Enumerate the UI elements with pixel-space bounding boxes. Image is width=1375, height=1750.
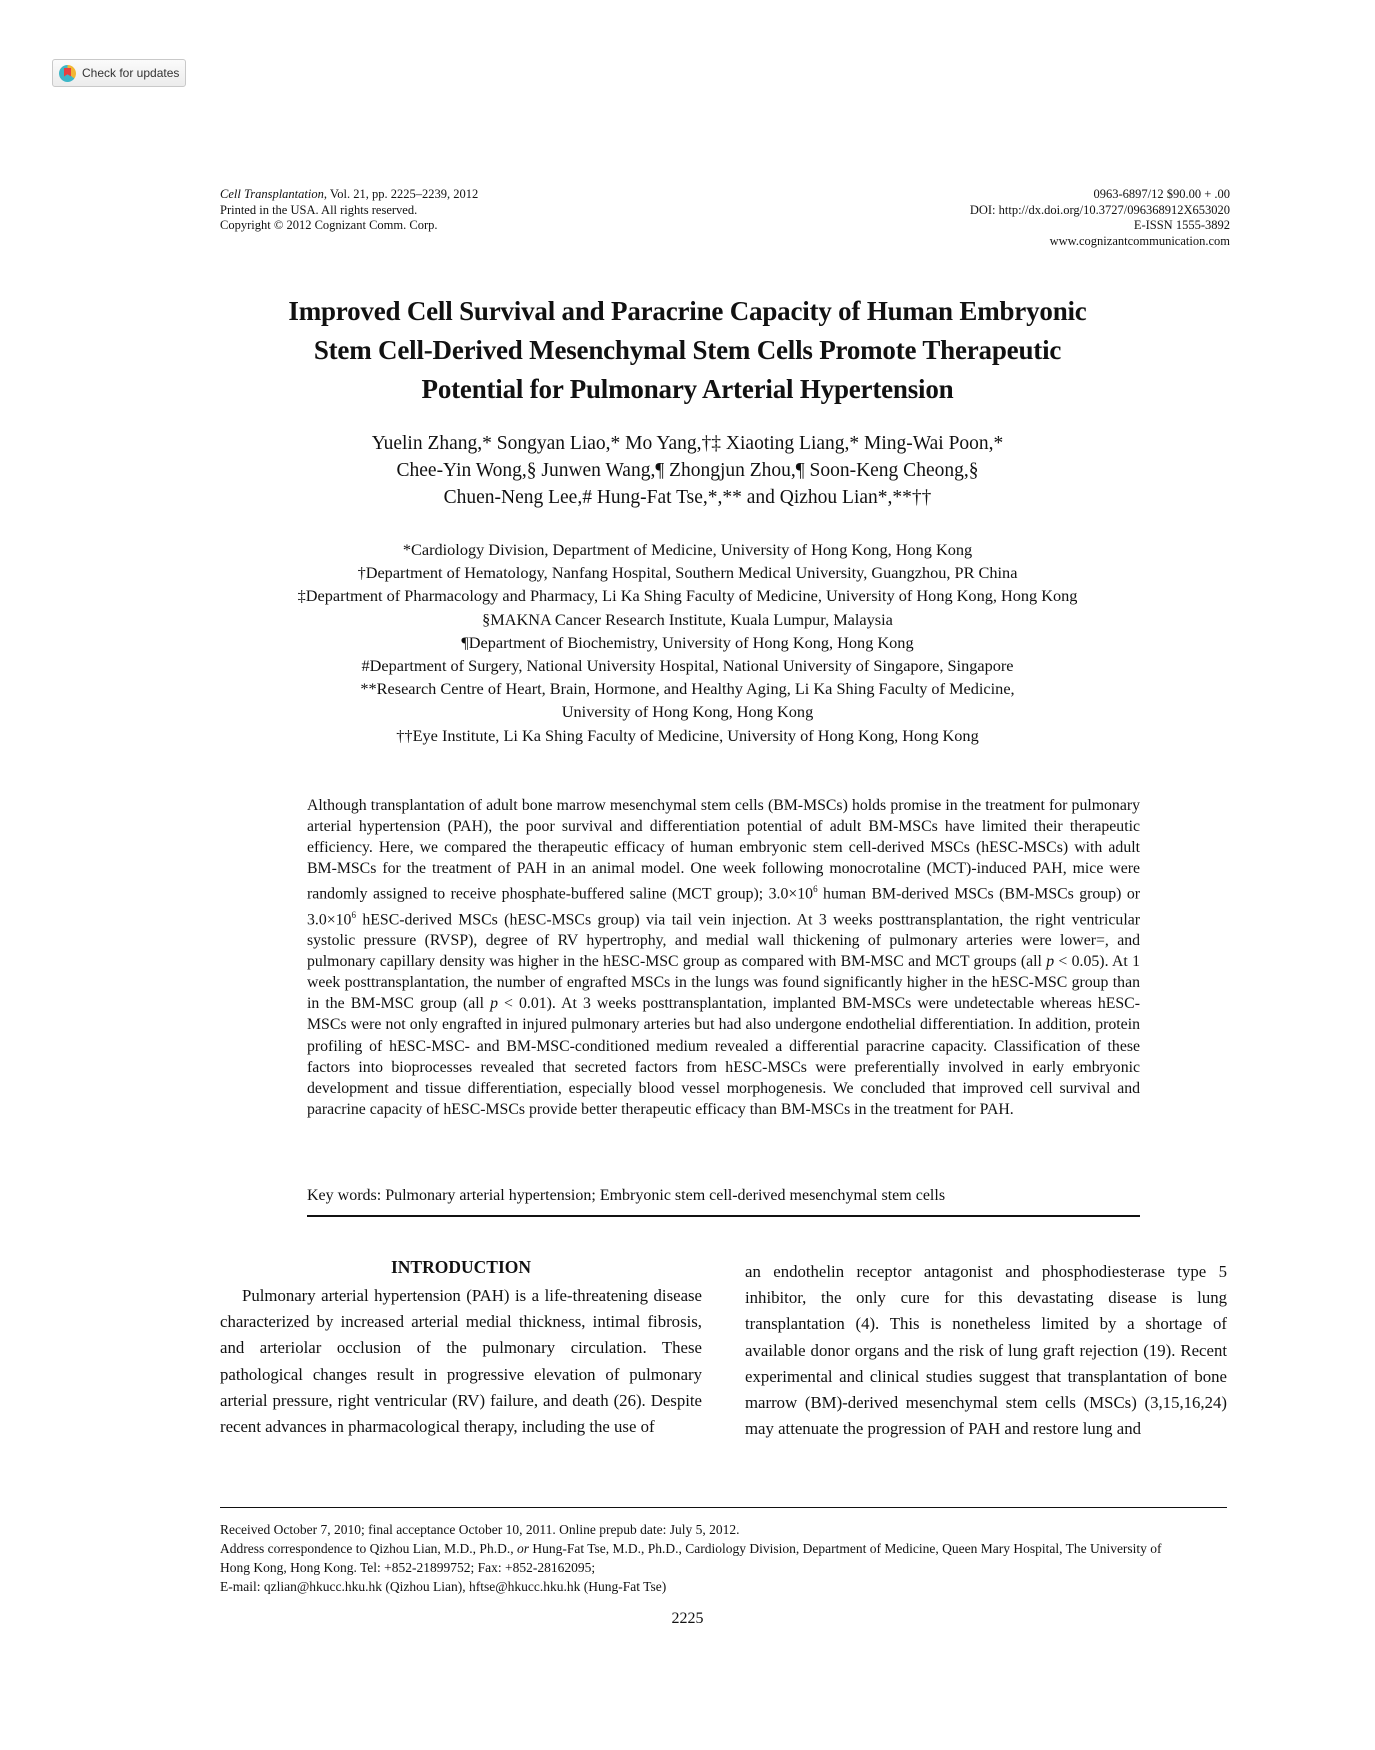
- abstract: Although transplantation of adult bone marrow mesenchymal stem cells (BM-MSCs) holds promise in the treatment for pulmonary arterial hypertension (PAH), the poor survival and differentiation potential of adult BM-MSCs have limited their therapeutic efficiency. Here, we compared the therapeutic efficacy of human embryonic stem cell-derived MSCs (hESC-MSCs) with adult BM-MSCs for the treatment of PAH in an animal model. One week following monocrotaline (MCT)-induced PAH, mice were randomly assigned to receive phosphate-buffered saline (MCT group); $3.0\times 10^6$ human BM-derived MSCs (BM-MSCs group) or $3.0\times 10^6$ hESC-derived MSCs (hESC-MSCs group) via tail vein injection. At 3 weeks posttransplantation, the right ventricular systolic pressure (RVSP), degree of RV hypertrophy, and medial wall thickening of pulmonary arteries were lower=, and pulmonary capillary density was higher in the hESC-MSC group as compared with BM-MSC and MCT groups (all p < 0.05). At 1 week posttransplantation, the number of engrafted MSCs in the lungs was found significantly higher in the hESC-MSC group than in the BM-MSC group (all p < 0.01). At 3 weeks posttransplantation, implanted BM-MSCs were undetectable whereas hESC-MSCs were not only engrafted in injured pulmonary arteries but had also undergone endothelial differentiation. In addition, protein profiling of hESC-MSC- and BM-MSC-conditioned medium revealed a differential paracrine capacity. Classification of these factors into bioprocesses revealed that secreted factors from hESC-MSCs were preferentially involved in early embryonic development and tissue differentiation, especially blood vessel morphogenesis. We concluded that improved cell survival and paracrine capacity of hESC-MSCs provide better therapeutic efficacy than BM-MSCs in the treatment for PAH.: [307, 797, 1140, 1118]
- affiliation: *Cardiology Division, Department of Medicine, University of Hong Kong, Hong Kong: [402, 540, 973, 559]
- introduction-heading: INTRODUCTION: [390, 1257, 532, 1277]
- correspondence-address: Address correspondence to Qizhou Lian, M.D., Ph.D., or Hung-Fat Tse, M.D., Ph.D., Cardiology Division, Department of Medicine, Queen Mary Hospital, The University of Hong Kong, Hong Kong. Tel: +852-21899752; Fax: +852-28162095;: [220, 1541, 1162, 1575]
- affiliation: ‡Department of Pharmacology and Pharmacy, Li Ka Shing Faculty of Medicine, University of Hong Kong, Hong Kong: [297, 586, 1078, 606]
- price-code: 0963-6897/12 $90.00 + .00: [1093, 187, 1230, 201]
- body-column-left: [220, 1283, 702, 1440]
- affiliation: †Department of Hematology, Nanfang Hospital, Southern Medical University, Guangzhou, PR China: [357, 563, 1018, 583]
- footnote-divider: [220, 1507, 1227, 1508]
- journal-name: Cell Transplantation: [220, 187, 324, 201]
- article-title: Improved Cell Survival and Paracrine Capacity of Human Embryonic Stem Cell-Derived Mesenchymal Stem Cells Promote Therapeutic Potential for Pulmonary Arterial Hypertension: [288, 296, 1087, 404]
- crossmark-icon: [59, 65, 76, 82]
- footnotes: [220, 1520, 1180, 1596]
- affiliation: §MAKNA Cancer Research Institute, Kuala Lumpur, Malaysia: [482, 609, 893, 629]
- paragraph: Pulmonary arterial hypertension (PAH) is a life-threatening disease characterized by increased arterial medial thickness, intimal fibrosis, and arteriolar occlusion of the pulmonary circulation. These pathological changes result in progressive elevation of pulmonary arterial pressure, right ventricular (RV) failure, and death (26). Despite recent advances in pharmacological therapy, including the use of: [220, 1286, 702, 1437]
- body-column-right: [745, 1259, 1227, 1442]
- journal-citation-block: [220, 187, 478, 234]
- journal-citation: Cell Transplantation, Vol. 21, pp. 2225–2239, 2012: [220, 187, 479, 201]
- keywords: Key words: Pulmonary arterial hypertension; Embryonic stem cell-derived mesenchymal stem cells: [307, 1187, 946, 1204]
- publication-ids-block: [970, 187, 1230, 249]
- affiliation: **Research Centre of Heart, Brain, Hormone, and Healthy Aging, Li Ka Shing Faculty of Medicine,: [360, 679, 1015, 699]
- contact-email[interactable]: E-mail: qzlian@hkucc.hku.hk (Qizhou Lian), hftse@hkucc.hku.hk (Hung-Fat Tse): [220, 1579, 667, 1594]
- check-for-updates-label: Check for updates: [82, 66, 180, 80]
- affiliation: ††Eye Institute, Li Ka Shing Faculty of Medicine, University of Hong Kong, Hong Kong: [396, 725, 979, 745]
- printed-notice: Printed in the USA. All rights reserved.: [220, 202, 418, 217]
- publisher-website-link[interactable]: www.cognizantcommunication.com: [1049, 233, 1230, 248]
- page-number: 2225: [671, 1610, 704, 1627]
- paragraph: an endothelin receptor antagonist and phosphodiesterase type 5 inhibitor, the only cure for this devastating disease is lung transplantation (4). This is nonetheless limited by a shortage of available donor organs and the risk of lung graft rejection (19). Recent experimental and clinical studies suggest that transplantation of bone marrow (BM)-derived mesenchymal stem cells (MSCs) (3,15,16,24) may attenuate the progression of PAH and restore lung and: [745, 1262, 1227, 1439]
- eissn: E-ISSN 1555-3892: [1133, 218, 1230, 232]
- affiliation: ¶Department of Biochemistry, University of Hong Kong, Hong Kong: [461, 632, 914, 652]
- affiliation: #Department of Surgery, National University Hospital, National University of Singapore, Singapore: [361, 656, 1014, 676]
- doi-link[interactable]: DOI: http://dx.doi.org/10.3727/096368912X653020: [969, 202, 1230, 217]
- affiliations: [200, 538, 1175, 747]
- received-dates: Received October 7, 2010; final acceptance October 10, 2011. Online prepub date: July 5, 2012.: [220, 1522, 740, 1537]
- check-for-updates-button[interactable]: [52, 59, 186, 87]
- keywords-divider: [307, 1215, 1140, 1217]
- copyright-notice: Copyright © 2012 Cognizant Comm. Corp.: [220, 218, 438, 232]
- affiliation: University of Hong Kong, Hong Kong: [561, 702, 814, 722]
- author-list: Yuelin Zhang,* Songyan Liao,* Mo Yang,†‡ Xiaoting Liang,* Ming-Wai Poon,* Chee-Yin Wong,§ Junwen Wang,¶ Zhongjun Zhou,¶ Soon-Keng Cheong,§ Chuen-Neng Lee,# Hung-Fat Tse,*,** and Qizhou Lian*,**††: [371, 433, 1004, 508]
